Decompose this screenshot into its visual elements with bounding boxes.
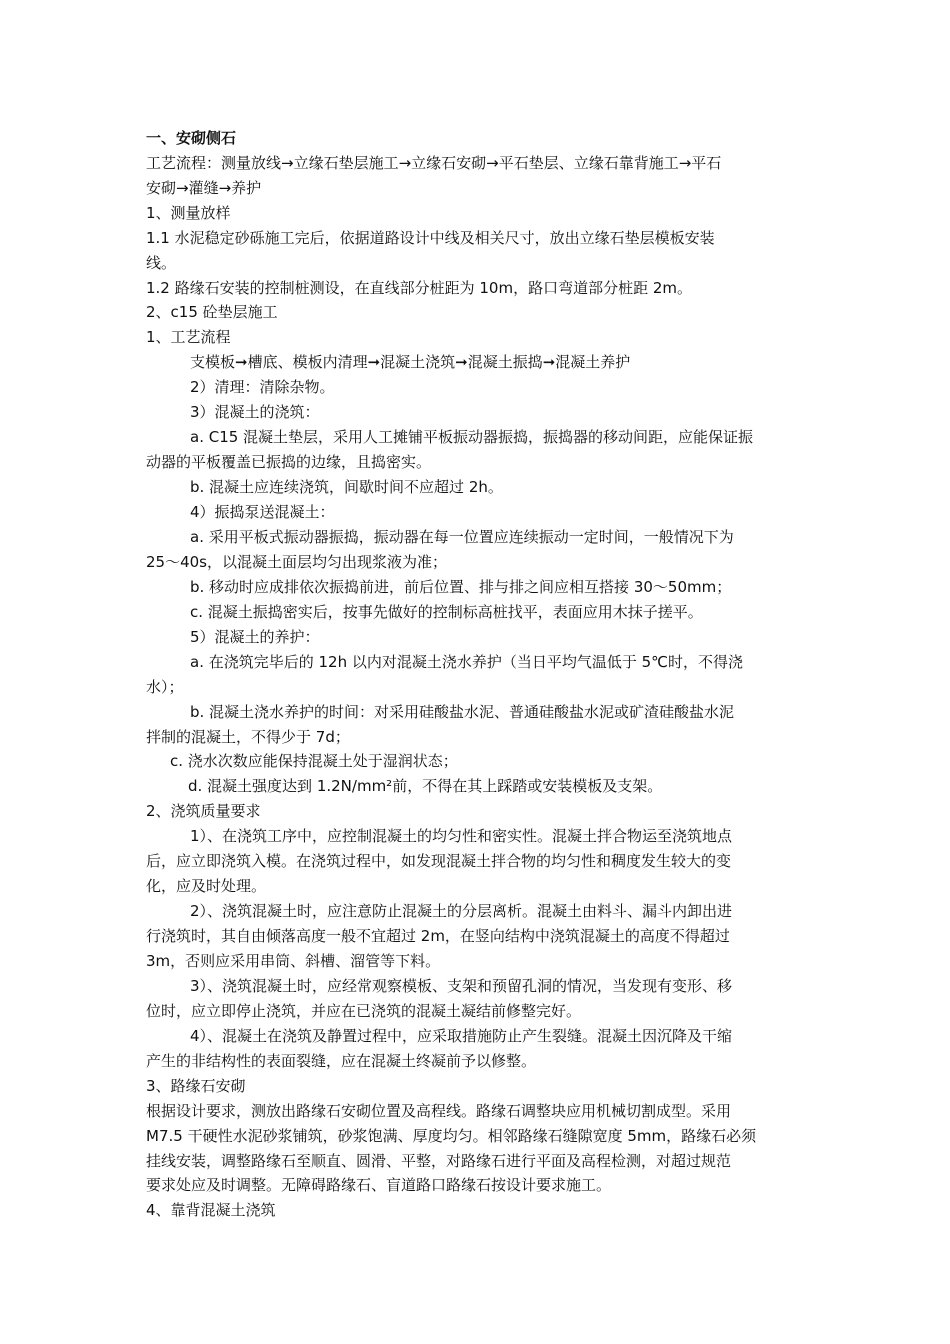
subheading: 1、测量放样 <box>146 204 231 222</box>
text-line: a. C15 混凝土垫层，采用人工摊铺平板振动器振捣，振捣器的移动间距，应能保证振 <box>190 428 754 446</box>
text-line: 1）、在浇筑工序中，应控制混凝土的均匀性和密实性。混凝土拌合物运至浇筑地点 <box>190 827 733 845</box>
text-line: 5）混凝土的养护： <box>190 628 320 646</box>
text-line: 位时，应立即停止浇筑，并应在已浇筑的混凝土凝结前修整完好。 <box>146 1002 582 1020</box>
text-line: b. 移动时应成排依次振捣前进，前后位置、排与排之间应相互搭接 30～50mm； <box>190 578 732 596</box>
text-line: 要求处应及时调整。无障碍路缘石、盲道路口路缘石按设计要求施工。 <box>146 1176 612 1194</box>
subheading: 3、路缘石安砌 <box>146 1077 246 1095</box>
text-line: 产生的非结构性的表面裂缝，应在混凝土终凝前予以修整。 <box>146 1052 537 1070</box>
text-line: M7.5 干硬性水泥砂浆铺筑，砂浆饱满、厚度均匀。相邻路缘石缝隙宽度 5mm，路缘石必须 <box>146 1127 757 1145</box>
subheading: 2、c15 砼垫层施工 <box>146 303 278 321</box>
text-line: 挂线安装，调整路缘石至顺直、圆滑、平整，对路缘石进行平面及高程检测，对超过规范 <box>146 1152 732 1170</box>
text-line: 后，应立即浇筑入模。在浇筑过程中，如发现混凝土拌合物的均匀性和稠度发生较大的变 <box>146 852 732 870</box>
text-line: 1.2 路缘石安装的控制桩测设，在直线部分桩距为 10m，路口弯道部分桩距 2m。 <box>146 279 693 297</box>
text-line: 工艺流程：测量放线→立缘石垫层施工→立缘石安砌→平石垫层、立缘石靠背施工→平石 <box>146 154 722 172</box>
subheading: 2、浇筑质量要求 <box>146 802 261 820</box>
text-line: 安砌→灌缝→养护 <box>146 179 262 197</box>
text-line: 根据设计要求，测放出路缘石安砌位置及高程线。路缘石调整块应用机械切割成型。采用 <box>146 1102 732 1120</box>
text-line: 3）、浇筑混凝土时，应经常观察模板、支架和预留孔洞的情况，当发现有变形、移 <box>190 977 733 995</box>
text-line: 4）振捣泵送混凝土： <box>190 503 335 521</box>
text-line: d. 混凝土强度达到 1.2N/mm²前，不得在其上踩踏或安装模板及支架。 <box>188 777 663 795</box>
text-line: a. 采用平板式振动器振捣，振动器在每一位置应连续振动一定时间，一般情况下为 <box>190 528 734 546</box>
text-line: 化，应及时处理。 <box>146 877 267 895</box>
text-line: 2）、浇筑混凝土时，应注意防止混凝土的分层离析。混凝土由料斗、漏斗内卸出进 <box>190 902 733 920</box>
text-line: 动器的平板覆盖已振捣的边缘，且捣密实。 <box>146 453 432 471</box>
text-line: 3）混凝土的浇筑： <box>190 403 320 421</box>
subheading: 1、工艺流程 <box>146 328 231 346</box>
text-line: b. 混凝土应连续浇筑，间歇时间不应超过 2h。 <box>190 478 503 496</box>
text-line: 2）清理：清除杂物。 <box>190 378 335 396</box>
text-line: 线。 <box>146 254 177 272</box>
text-line: b. 混凝土浇水养护的时间：对采用硅酸盐水泥、普通硅酸盐水泥或矿渣硅酸盐水泥 <box>190 703 735 721</box>
subheading: 4、靠背混凝土浇筑 <box>146 1201 276 1219</box>
text-line: 行浇筑时，其自由倾落高度一般不宜超过 2m，在竖向结构中浇筑混凝土的高度不得超过 <box>146 927 730 945</box>
text-line: 拌制的混凝土，不得少于 7d； <box>146 728 350 746</box>
text-line: c. 混凝土振捣密实后，按事先做好的控制标高桩找平，表面应用木抹子搓平。 <box>190 603 703 621</box>
text-line: a. 在浇筑完毕后的 12h 以内对混凝土浇水养护（当日平均气温低于 5℃时，不得浇 <box>190 653 744 671</box>
section-heading: 一、安砌侧石 <box>146 129 237 147</box>
text-line: 3m，否则应采用串筒、斜槽、溜管等下料。 <box>146 952 441 970</box>
text-line: 25～40s，以混凝土面层均匀出现浆液为准； <box>146 553 447 571</box>
text-line: 4）、混凝土在浇筑及静置过程中，应采取措施防止产生裂缝。混凝土因沉降及干缩 <box>190 1027 733 1045</box>
text-line: c. 浇水次数应能保持混凝土处于湿润状态； <box>170 752 458 770</box>
text-line: 水）； <box>146 678 184 696</box>
text-line: 支模板➞槽底、模板内清理➞混凝土浇筑➞混凝土振捣➞混凝土养护 <box>190 353 631 371</box>
text-line: 1.1 水泥稳定砂砾施工完后，依据道路设计中线及相关尺寸，放出立缘石垫层模板安装 <box>146 229 715 247</box>
